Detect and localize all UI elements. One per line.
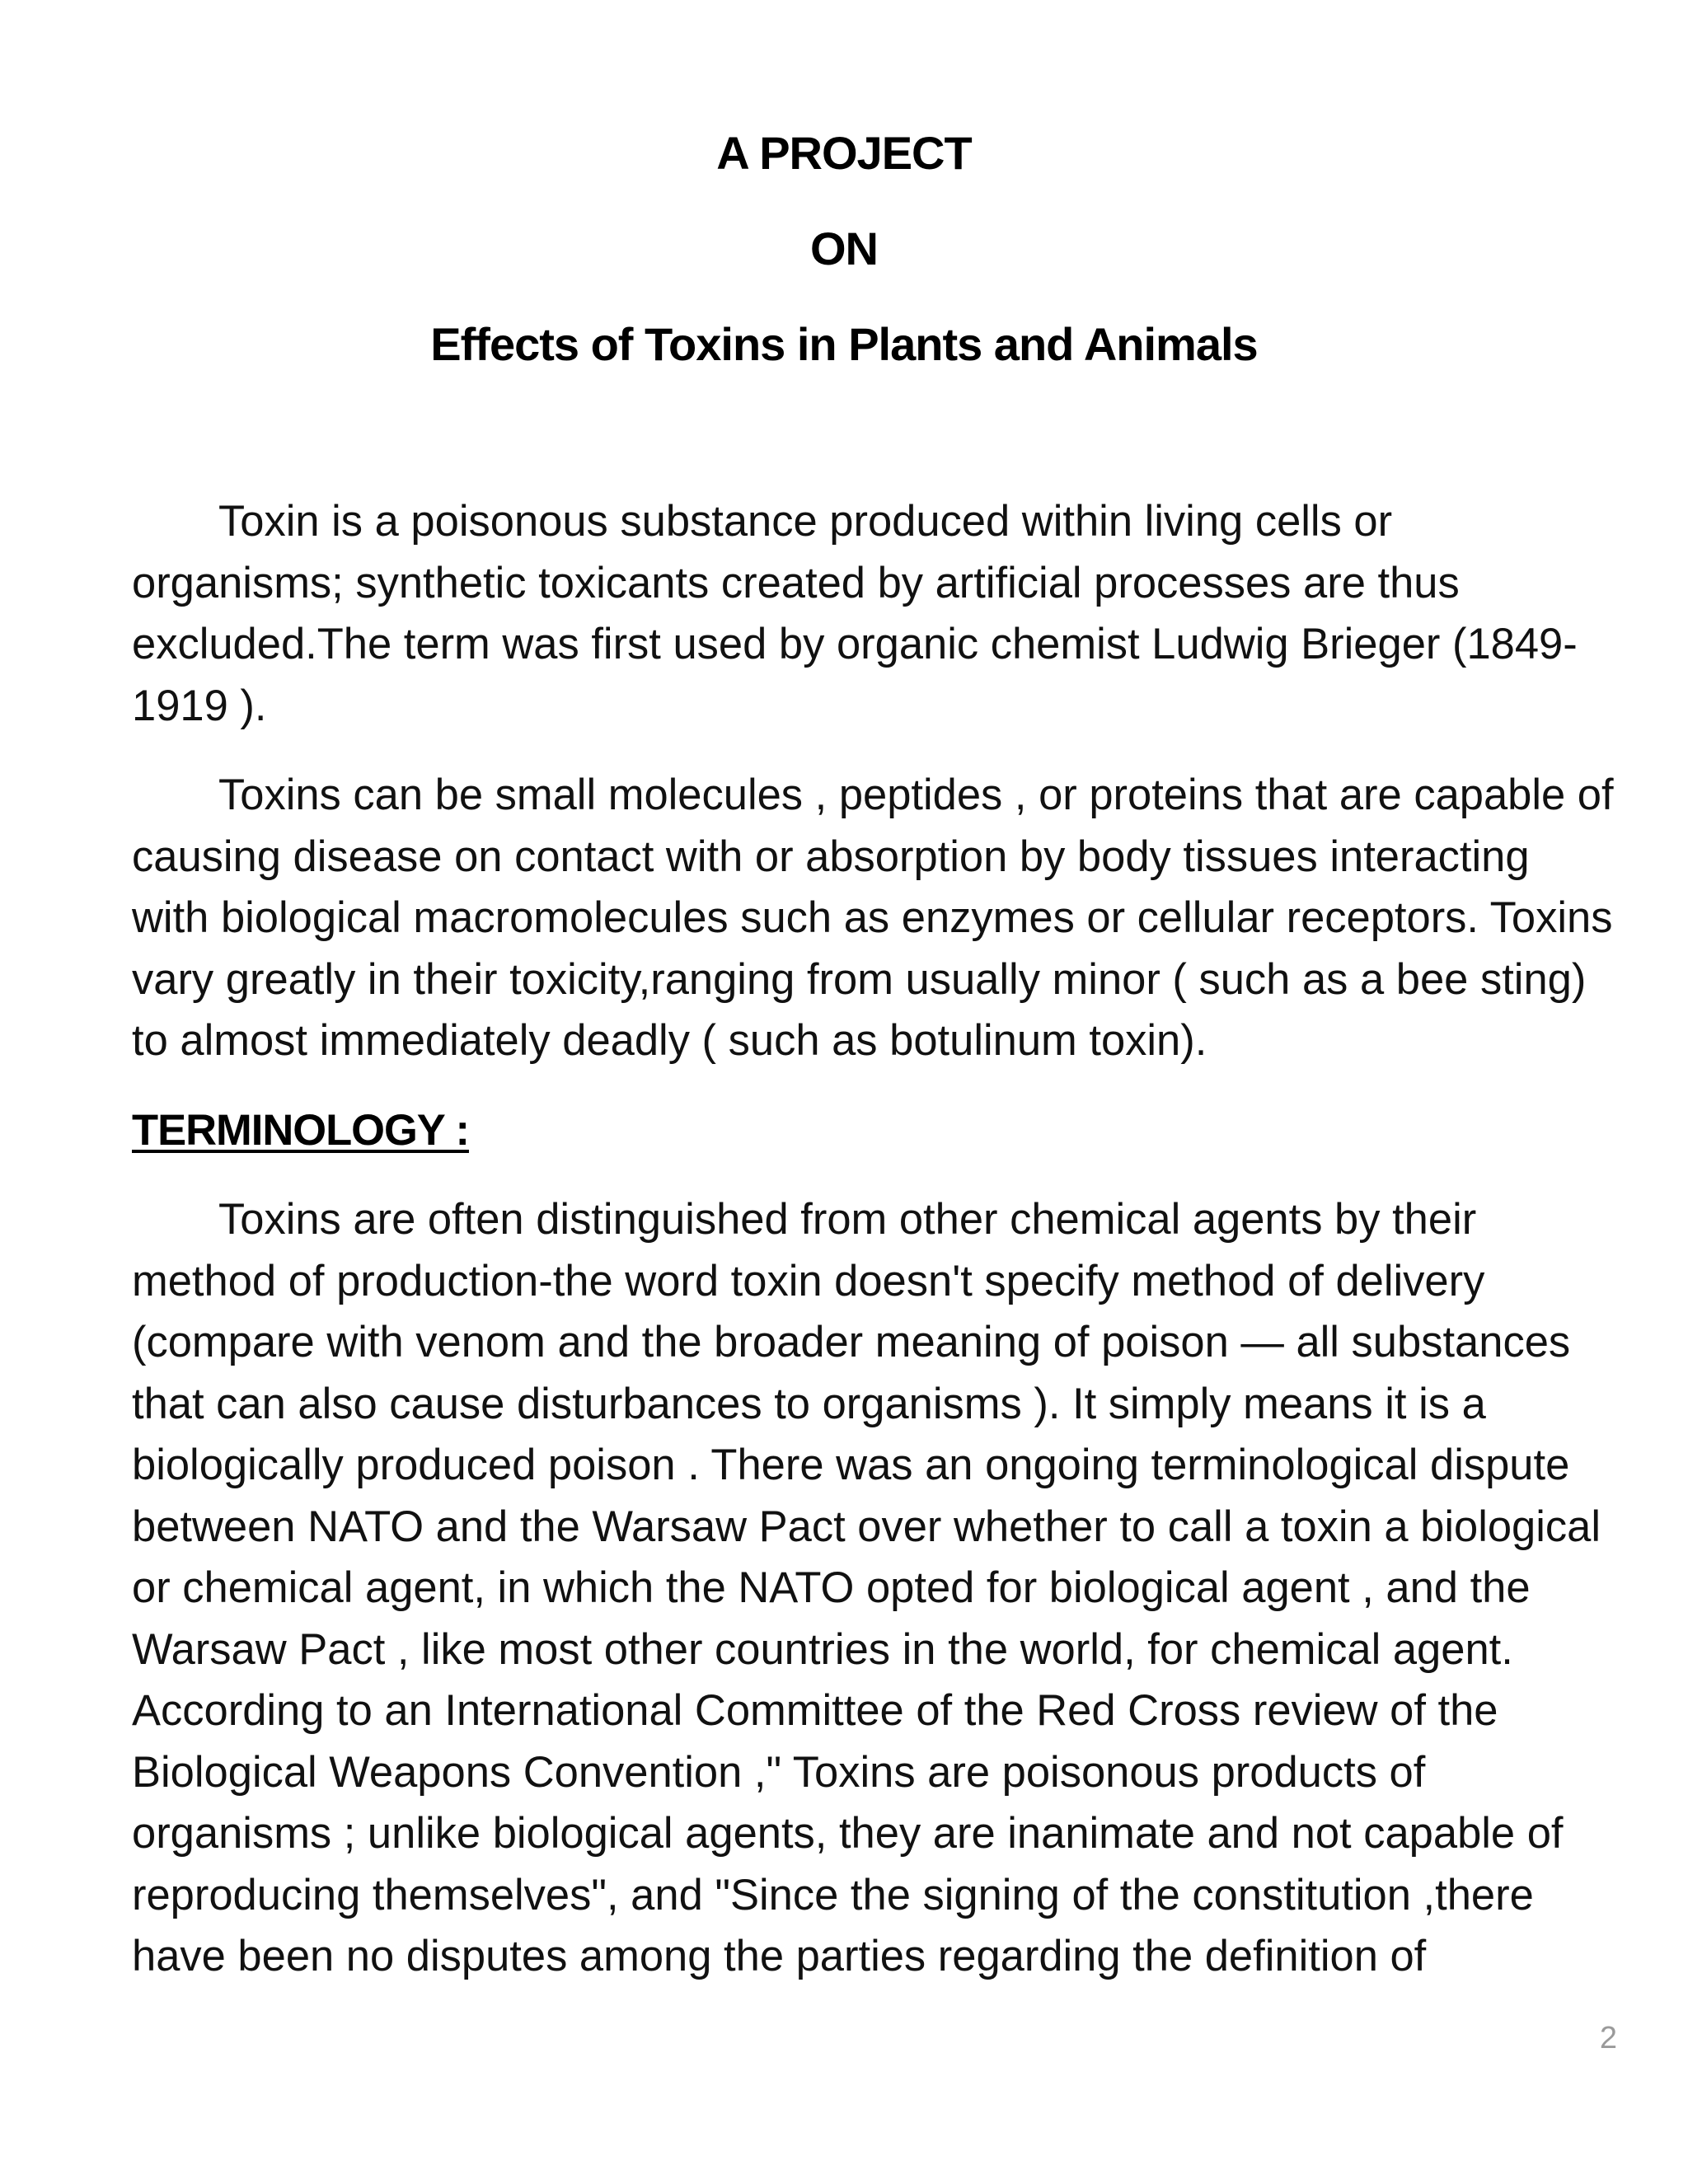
title-block <box>0 105 1688 392</box>
title-line-3: Effects of Toxins in Plants and Animals <box>430 318 1258 370</box>
paragraph-2: Toxins can be small molecules , peptides , or proteins that are capable of causing disease on contact with or absorption by body tissues interacting with biological macromolecules such as enzymes or cellular receptors. Toxins vary greatly in their toxicity,ranging from usually minor ( such as a bee sting) to almost immediately deadly ( such as botulinum toxin). <box>132 771 1614 1065</box>
section-paragraph: Toxins are often distinguished from other chemical agents by their method of production-the word toxin doesn't specify method of delivery (compare with venom and the broader meaning of poison — all substances that can also cause disturbances to organisms ). It simply means it is a biologically produced poison . There was an ongoing terminological dispute between NATO and the Warsaw Pact over whether to call a toxin a biological or chemical agent, in which the NATO opted for biological agent , and the Warsaw Pact , like most other countries in the world, for chemical agent. According to an International Committee of the Red Cross review of the Biological Weapons Convention ," Toxins are poisonous products of organisms ; unlike biological agents, they are inanimate and not capable of reproducing themselves", and "Since the signing of the constitution ,there have been no disputes among the parties regarding the definition of <box>132 1195 1601 1980</box>
body-text <box>132 491 1615 2016</box>
title-line-1: A PROJECT <box>716 127 972 179</box>
paragraph-1: Toxin is a poisonous substance produced within living cells or organisms; synthetic toxicants created by artificial processes are thus excluded.The term was first used by organic chemist Ludwig Brieger (1849-1919 ). <box>132 497 1578 730</box>
title-line-2: ON <box>810 223 878 274</box>
page-number: 2 <box>1599 2021 1617 2055</box>
section-heading: TERMINOLOGY : <box>132 1105 469 1155</box>
